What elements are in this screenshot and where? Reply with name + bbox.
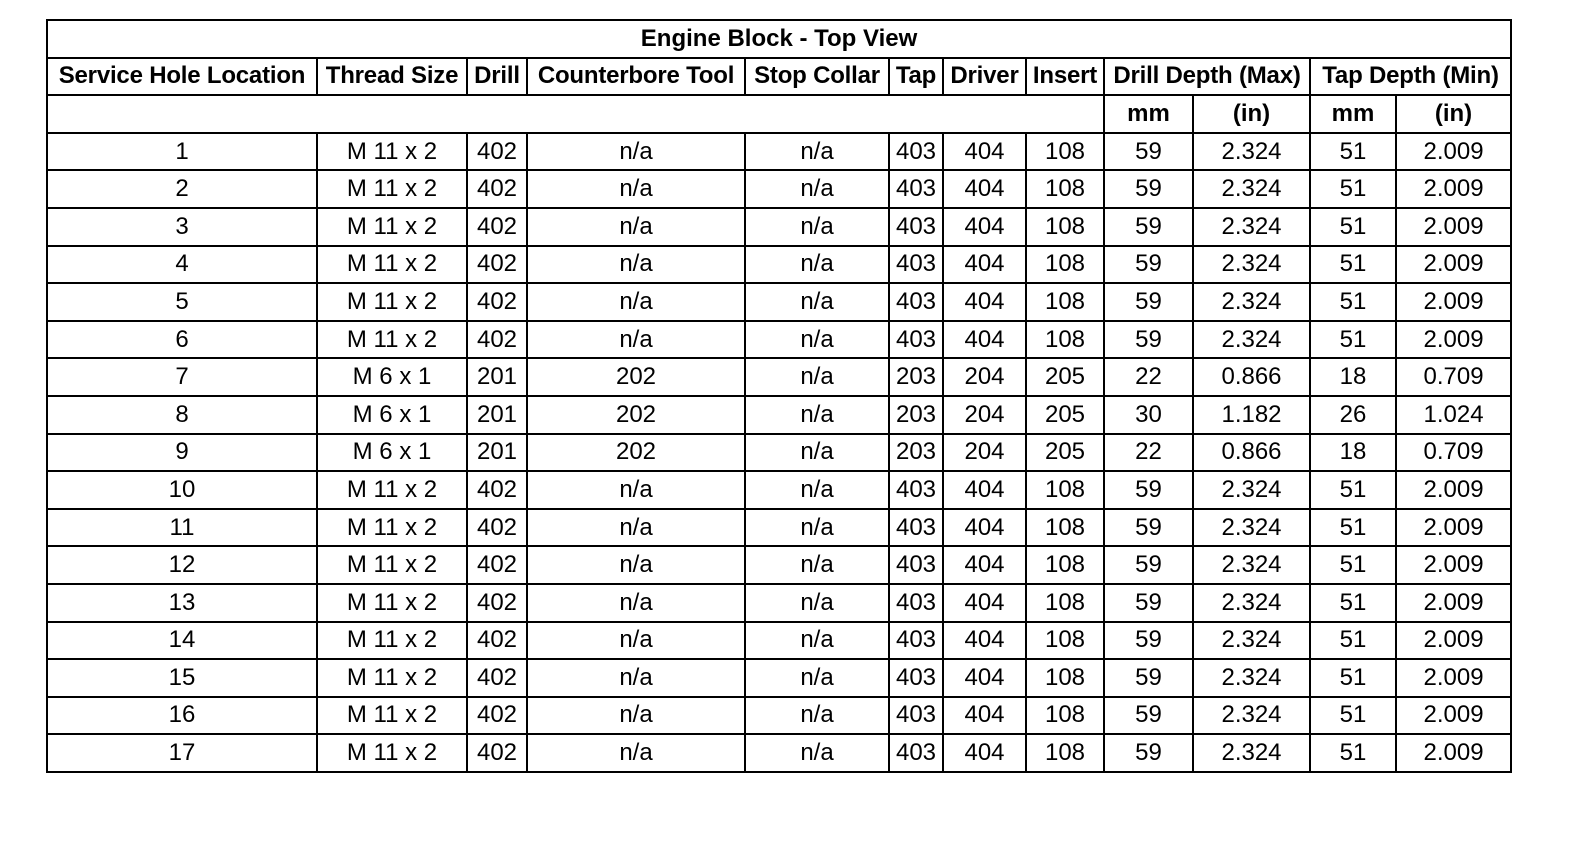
- cell-drill-depth-in: 2.324: [1193, 584, 1310, 622]
- cell-tap-depth-in: 1.024: [1396, 396, 1511, 434]
- cell-counterbore-tool: n/a: [527, 697, 745, 735]
- cell-stop-collar: n/a: [745, 471, 889, 509]
- table-row: [47, 396, 1511, 434]
- cell-service-hole-location: 17: [47, 734, 317, 772]
- unit-tap-depth-mm: mm: [1310, 95, 1396, 133]
- cell-tap-depth-in: 2.009: [1396, 170, 1511, 208]
- cell-tap-depth-mm: 18: [1310, 358, 1396, 396]
- cell-driver: 404: [943, 622, 1026, 660]
- cell-stop-collar: n/a: [745, 283, 889, 321]
- cell-tap-depth-mm: 51: [1310, 546, 1396, 584]
- cell-tap-depth-in: 0.709: [1396, 358, 1511, 396]
- cell-drill-depth-mm: 59: [1104, 471, 1193, 509]
- cell-drill-depth-in: 2.324: [1193, 170, 1310, 208]
- cell-tap-depth-in: 2.009: [1396, 471, 1511, 509]
- cell-drill-depth-in: 2.324: [1193, 471, 1310, 509]
- cell-service-hole-location: 12: [47, 546, 317, 584]
- cell-drill-depth-mm: 59: [1104, 133, 1193, 171]
- cell-counterbore-tool: n/a: [527, 321, 745, 359]
- cell-tap-depth-mm: 51: [1310, 471, 1396, 509]
- cell-service-hole-location: 7: [47, 358, 317, 396]
- cell-tap: 403: [889, 321, 943, 359]
- cell-driver: 404: [943, 170, 1026, 208]
- cell-thread-size: M 6 x 1: [317, 434, 467, 472]
- cell-thread-size: M 11 x 2: [317, 546, 467, 584]
- unit-drill-depth-in: (in): [1193, 95, 1310, 133]
- cell-tap-depth-in: 2.009: [1396, 283, 1511, 321]
- cell-tap-depth-mm: 51: [1310, 622, 1396, 660]
- cell-drill: 402: [467, 734, 527, 772]
- cell-drill-depth-mm: 22: [1104, 434, 1193, 472]
- cell-tap-depth-mm: 51: [1310, 734, 1396, 772]
- cell-stop-collar: n/a: [745, 246, 889, 284]
- cell-service-hole-location: 3: [47, 208, 317, 246]
- cell-tap-depth-in: 2.009: [1396, 133, 1511, 171]
- cell-drill: 402: [467, 170, 527, 208]
- cell-tap: 203: [889, 358, 943, 396]
- cell-tap-depth-in: 0.709: [1396, 434, 1511, 472]
- engine-block-spec-table: [46, 19, 1512, 773]
- table-row: [47, 471, 1511, 509]
- cell-service-hole-location: 11: [47, 509, 317, 547]
- table-row: [47, 321, 1511, 359]
- cell-counterbore-tool: n/a: [527, 584, 745, 622]
- col-header-stop-collar: Stop Collar: [745, 58, 889, 96]
- cell-service-hole-location: 5: [47, 283, 317, 321]
- cell-driver: 404: [943, 208, 1026, 246]
- cell-drill-depth-in: 0.866: [1193, 434, 1310, 472]
- cell-drill-depth-in: 2.324: [1193, 283, 1310, 321]
- cell-tap-depth-mm: 51: [1310, 170, 1396, 208]
- cell-driver: 204: [943, 358, 1026, 396]
- cell-tap-depth-in: 2.009: [1396, 659, 1511, 697]
- cell-stop-collar: n/a: [745, 434, 889, 472]
- col-header-tap: Tap: [889, 58, 943, 96]
- cell-drill-depth-mm: 59: [1104, 509, 1193, 547]
- cell-tap-depth-mm: 51: [1310, 321, 1396, 359]
- cell-insert: 108: [1026, 246, 1104, 284]
- cell-insert: 108: [1026, 283, 1104, 321]
- table-row: [47, 170, 1511, 208]
- cell-drill-depth-in: 2.324: [1193, 321, 1310, 359]
- cell-tap-depth-in: 2.009: [1396, 509, 1511, 547]
- cell-tap-depth-in: 2.009: [1396, 734, 1511, 772]
- cell-stop-collar: n/a: [745, 133, 889, 171]
- cell-drill: 201: [467, 358, 527, 396]
- cell-counterbore-tool: n/a: [527, 546, 745, 584]
- cell-counterbore-tool: n/a: [527, 170, 745, 208]
- table-row: [47, 622, 1511, 660]
- cell-tap: 403: [889, 584, 943, 622]
- cell-drill-depth-in: 2.324: [1193, 697, 1310, 735]
- col-header-insert: Insert: [1026, 58, 1104, 96]
- cell-tap: 403: [889, 283, 943, 321]
- cell-drill-depth-mm: 59: [1104, 734, 1193, 772]
- cell-drill: 402: [467, 283, 527, 321]
- col-header-drill-depth-max: Drill Depth (Max): [1104, 58, 1310, 96]
- unit-row-blank: [47, 95, 1104, 133]
- cell-drill: 201: [467, 396, 527, 434]
- cell-drill: 402: [467, 321, 527, 359]
- col-header-counterbore-tool: Counterbore Tool: [527, 58, 745, 96]
- cell-driver: 204: [943, 396, 1026, 434]
- cell-insert: 108: [1026, 584, 1104, 622]
- cell-tap-depth-mm: 51: [1310, 133, 1396, 171]
- table-row: [47, 546, 1511, 584]
- cell-insert: 108: [1026, 659, 1104, 697]
- cell-thread-size: M 11 x 2: [317, 584, 467, 622]
- cell-driver: 404: [943, 734, 1026, 772]
- cell-drill-depth-mm: 59: [1104, 622, 1193, 660]
- cell-service-hole-location: 2: [47, 170, 317, 208]
- cell-drill-depth-mm: 59: [1104, 546, 1193, 584]
- cell-service-hole-location: 6: [47, 321, 317, 359]
- cell-tap: 403: [889, 622, 943, 660]
- cell-counterbore-tool: 202: [527, 358, 745, 396]
- cell-stop-collar: n/a: [745, 358, 889, 396]
- cell-thread-size: M 11 x 2: [317, 246, 467, 284]
- cell-drill-depth-mm: 30: [1104, 396, 1193, 434]
- cell-tap-depth-mm: 51: [1310, 659, 1396, 697]
- cell-tap-depth-in: 2.009: [1396, 622, 1511, 660]
- cell-drill: 201: [467, 434, 527, 472]
- cell-tap-depth-in: 2.009: [1396, 546, 1511, 584]
- cell-tap: 403: [889, 208, 943, 246]
- cell-tap-depth-mm: 51: [1310, 584, 1396, 622]
- cell-service-hole-location: 16: [47, 697, 317, 735]
- table-row: [47, 734, 1511, 772]
- cell-drill-depth-in: 2.324: [1193, 133, 1310, 171]
- cell-insert: 108: [1026, 170, 1104, 208]
- cell-driver: 404: [943, 321, 1026, 359]
- cell-service-hole-location: 14: [47, 622, 317, 660]
- cell-drill: 402: [467, 509, 527, 547]
- table-body: [47, 133, 1511, 772]
- cell-tap-depth-mm: 18: [1310, 434, 1396, 472]
- col-header-service-hole-location: Service Hole Location: [47, 58, 317, 96]
- cell-counterbore-tool: n/a: [527, 734, 745, 772]
- table-row: [47, 208, 1511, 246]
- table-row: [47, 246, 1511, 284]
- cell-tap: 403: [889, 133, 943, 171]
- cell-tap: 403: [889, 170, 943, 208]
- cell-counterbore-tool: n/a: [527, 471, 745, 509]
- cell-thread-size: M 6 x 1: [317, 358, 467, 396]
- unit-tap-depth-in: (in): [1396, 95, 1511, 133]
- cell-counterbore-tool: n/a: [527, 283, 745, 321]
- cell-drill: 402: [467, 246, 527, 284]
- cell-thread-size: M 11 x 2: [317, 734, 467, 772]
- cell-insert: 108: [1026, 471, 1104, 509]
- cell-insert: 108: [1026, 208, 1104, 246]
- cell-thread-size: M 6 x 1: [317, 396, 467, 434]
- cell-insert: 108: [1026, 622, 1104, 660]
- cell-tap-depth-mm: 51: [1310, 208, 1396, 246]
- cell-drill-depth-mm: 59: [1104, 697, 1193, 735]
- cell-insert: 108: [1026, 321, 1104, 359]
- cell-drill-depth-mm: 59: [1104, 659, 1193, 697]
- cell-insert: 108: [1026, 546, 1104, 584]
- cell-tap: 403: [889, 546, 943, 584]
- cell-thread-size: M 11 x 2: [317, 170, 467, 208]
- cell-drill-depth-in: 2.324: [1193, 208, 1310, 246]
- cell-stop-collar: n/a: [745, 584, 889, 622]
- cell-tap: 403: [889, 246, 943, 284]
- cell-drill: 402: [467, 697, 527, 735]
- cell-drill-depth-mm: 59: [1104, 246, 1193, 284]
- cell-thread-size: M 11 x 2: [317, 509, 467, 547]
- cell-insert: 108: [1026, 133, 1104, 171]
- col-header-drill: Drill: [467, 58, 527, 96]
- cell-counterbore-tool: 202: [527, 396, 745, 434]
- cell-counterbore-tool: n/a: [527, 509, 745, 547]
- cell-stop-collar: n/a: [745, 170, 889, 208]
- table-row: [47, 133, 1511, 171]
- cell-counterbore-tool: n/a: [527, 659, 745, 697]
- cell-drill-depth-mm: 59: [1104, 170, 1193, 208]
- cell-drill: 402: [467, 584, 527, 622]
- cell-counterbore-tool: n/a: [527, 133, 745, 171]
- cell-drill: 402: [467, 208, 527, 246]
- cell-drill-depth-in: 2.324: [1193, 546, 1310, 584]
- cell-thread-size: M 11 x 2: [317, 697, 467, 735]
- cell-tap-depth-mm: 51: [1310, 283, 1396, 321]
- table-title: Engine Block - Top View: [47, 20, 1511, 58]
- table-title-row: [47, 20, 1511, 58]
- cell-drill: 402: [467, 659, 527, 697]
- cell-insert: 205: [1026, 396, 1104, 434]
- cell-driver: 404: [943, 659, 1026, 697]
- cell-drill-depth-in: 2.324: [1193, 509, 1310, 547]
- col-header-thread-size: Thread Size: [317, 58, 467, 96]
- cell-insert: 108: [1026, 509, 1104, 547]
- cell-driver: 404: [943, 471, 1026, 509]
- cell-service-hole-location: 1: [47, 133, 317, 171]
- cell-counterbore-tool: n/a: [527, 622, 745, 660]
- cell-driver: 404: [943, 283, 1026, 321]
- cell-drill-depth-in: 2.324: [1193, 734, 1310, 772]
- cell-drill-depth-in: 2.324: [1193, 622, 1310, 660]
- cell-drill-depth-mm: 59: [1104, 321, 1193, 359]
- cell-tap-depth-in: 2.009: [1396, 208, 1511, 246]
- column-header-row: [47, 58, 1511, 96]
- cell-tap: 403: [889, 697, 943, 735]
- cell-tap-depth-mm: 51: [1310, 509, 1396, 547]
- cell-thread-size: M 11 x 2: [317, 208, 467, 246]
- cell-thread-size: M 11 x 2: [317, 133, 467, 171]
- cell-thread-size: M 11 x 2: [317, 659, 467, 697]
- table-row: [47, 659, 1511, 697]
- cell-drill: 402: [467, 622, 527, 660]
- cell-drill-depth-in: 1.182: [1193, 396, 1310, 434]
- cell-driver: 404: [943, 246, 1026, 284]
- cell-tap: 403: [889, 734, 943, 772]
- cell-stop-collar: n/a: [745, 734, 889, 772]
- cell-tap: 203: [889, 396, 943, 434]
- cell-stop-collar: n/a: [745, 396, 889, 434]
- cell-stop-collar: n/a: [745, 697, 889, 735]
- cell-tap-depth-in: 2.009: [1396, 246, 1511, 284]
- cell-tap: 203: [889, 434, 943, 472]
- cell-thread-size: M 11 x 2: [317, 471, 467, 509]
- cell-tap-depth-in: 2.009: [1396, 321, 1511, 359]
- cell-insert: 108: [1026, 697, 1104, 735]
- cell-drill: 402: [467, 546, 527, 584]
- unit-row: [47, 95, 1511, 133]
- cell-drill-depth-in: 0.866: [1193, 358, 1310, 396]
- cell-insert: 108: [1026, 734, 1104, 772]
- cell-service-hole-location: 15: [47, 659, 317, 697]
- table-row: [47, 283, 1511, 321]
- cell-service-hole-location: 10: [47, 471, 317, 509]
- cell-drill-depth-mm: 59: [1104, 208, 1193, 246]
- cell-counterbore-tool: 202: [527, 434, 745, 472]
- cell-insert: 205: [1026, 358, 1104, 396]
- col-header-tap-depth-min: Tap Depth (Min): [1310, 58, 1511, 96]
- cell-counterbore-tool: n/a: [527, 208, 745, 246]
- table-row: [47, 697, 1511, 735]
- cell-tap: 403: [889, 659, 943, 697]
- cell-service-hole-location: 9: [47, 434, 317, 472]
- cell-tap-depth-in: 2.009: [1396, 697, 1511, 735]
- cell-tap-depth-in: 2.009: [1396, 584, 1511, 622]
- cell-thread-size: M 11 x 2: [317, 321, 467, 359]
- cell-stop-collar: n/a: [745, 546, 889, 584]
- cell-drill: 402: [467, 133, 527, 171]
- unit-drill-depth-mm: mm: [1104, 95, 1193, 133]
- cell-drill: 402: [467, 471, 527, 509]
- table-row: [47, 509, 1511, 547]
- cell-service-hole-location: 8: [47, 396, 317, 434]
- table-row: [47, 434, 1511, 472]
- cell-stop-collar: n/a: [745, 208, 889, 246]
- cell-service-hole-location: 4: [47, 246, 317, 284]
- cell-driver: 404: [943, 697, 1026, 735]
- cell-drill-depth-mm: 59: [1104, 283, 1193, 321]
- cell-stop-collar: n/a: [745, 509, 889, 547]
- cell-driver: 404: [943, 509, 1026, 547]
- cell-tap-depth-mm: 51: [1310, 246, 1396, 284]
- cell-tap-depth-mm: 26: [1310, 396, 1396, 434]
- cell-tap: 403: [889, 471, 943, 509]
- cell-tap: 403: [889, 509, 943, 547]
- cell-driver: 404: [943, 546, 1026, 584]
- cell-drill-depth-mm: 22: [1104, 358, 1193, 396]
- cell-stop-collar: n/a: [745, 622, 889, 660]
- cell-stop-collar: n/a: [745, 659, 889, 697]
- cell-counterbore-tool: n/a: [527, 246, 745, 284]
- cell-service-hole-location: 13: [47, 584, 317, 622]
- col-header-driver: Driver: [943, 58, 1026, 96]
- cell-stop-collar: n/a: [745, 321, 889, 359]
- cell-drill-depth-in: 2.324: [1193, 246, 1310, 284]
- cell-driver: 404: [943, 584, 1026, 622]
- cell-thread-size: M 11 x 2: [317, 283, 467, 321]
- cell-insert: 205: [1026, 434, 1104, 472]
- table-row: [47, 584, 1511, 622]
- cell-driver: 404: [943, 133, 1026, 171]
- table-row: [47, 358, 1511, 396]
- cell-tap-depth-mm: 51: [1310, 697, 1396, 735]
- cell-thread-size: M 11 x 2: [317, 622, 467, 660]
- cell-drill-depth-mm: 59: [1104, 584, 1193, 622]
- cell-driver: 204: [943, 434, 1026, 472]
- cell-drill-depth-in: 2.324: [1193, 659, 1310, 697]
